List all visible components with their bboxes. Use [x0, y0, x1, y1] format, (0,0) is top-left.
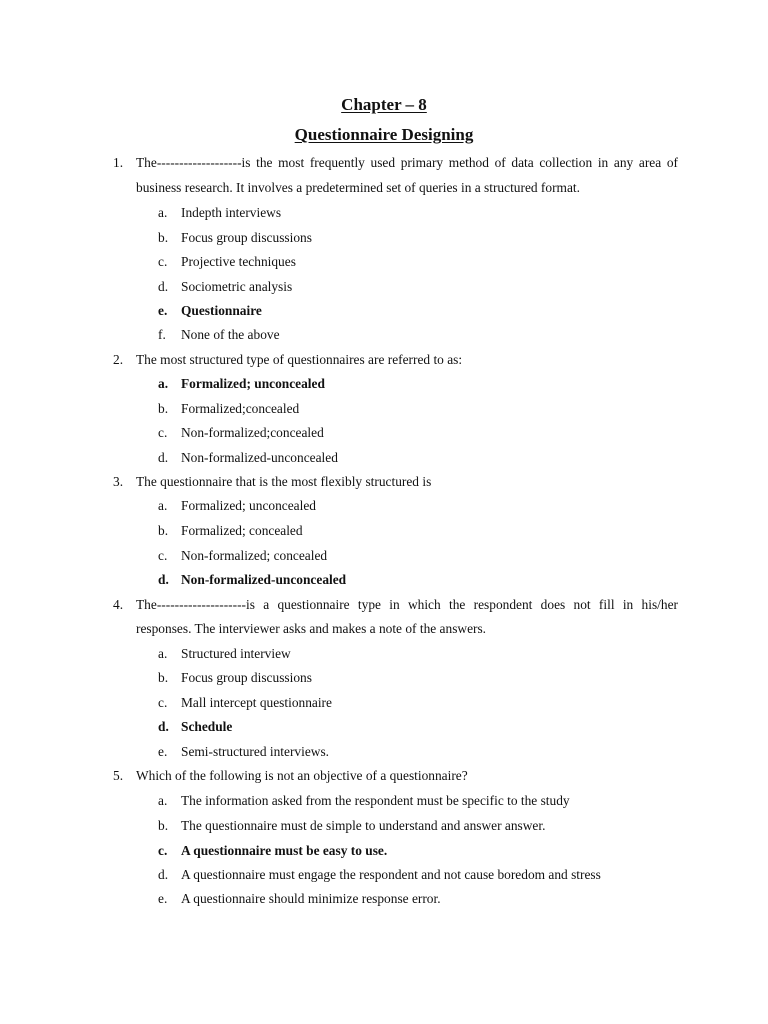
question-number: 4. [113, 597, 124, 612]
option-text: Non-formalized-unconcealed [181, 572, 347, 587]
option-label: b. [158, 523, 169, 538]
option-text: The information asked from the respondent must be specific to the study [181, 793, 570, 808]
option-label: d. [158, 450, 169, 465]
option-text: Sociometric analysis [181, 279, 293, 294]
option-text: Structured interview [181, 646, 291, 661]
option-text: A questionnaire should minimize response error. [181, 891, 441, 906]
option-label: d. [158, 279, 169, 294]
question-number: 1. [113, 155, 124, 170]
option-label: e. [158, 744, 168, 759]
option-label: c. [158, 254, 168, 269]
option-text: Semi-structured interviews. [181, 744, 330, 759]
option-text: Questionnaire [181, 303, 262, 318]
question-text: The-------------------is the most frequently used primary method of data collection in any area of [136, 155, 678, 170]
option-text: None of the above [181, 327, 280, 342]
option-label: c. [158, 425, 168, 440]
option-label: a. [158, 498, 168, 513]
option-label: f. [158, 327, 166, 342]
option-label: a. [158, 646, 168, 661]
option-label: a. [158, 376, 169, 391]
option-label: a. [158, 205, 168, 220]
section-title: Questionnaire Designing [294, 125, 474, 144]
option-text: Focus group discussions [181, 230, 312, 245]
option-label: b. [158, 401, 169, 416]
option-text: Schedule [181, 719, 233, 734]
option-label: b. [158, 670, 169, 685]
option-label: e. [158, 891, 168, 906]
option-text: Non-formalized; concealed [181, 548, 328, 563]
option-text: Mall intercept questionnaire [181, 695, 332, 710]
option-label: c. [158, 548, 168, 563]
option-text: Non-formalized-unconcealed [181, 450, 338, 465]
option-text: Focus group discussions [181, 670, 312, 685]
chapter-title: Chapter – 8 [341, 95, 427, 114]
question-text: business research. It involves a predetermined set of queries in a structured format. [136, 180, 580, 195]
option-text: Projective techniques [181, 254, 296, 269]
option-text: A questionnaire must be easy to use. [181, 843, 388, 858]
question-number: 2. [113, 352, 124, 367]
question-text: The questionnaire that is the most flexibly structured is [136, 474, 432, 489]
option-label: e. [158, 303, 168, 318]
option-text: Non-formalized;concealed [181, 425, 324, 440]
option-label: b. [158, 230, 169, 245]
option-text: The questionnaire must de simple to understand and answer answer. [181, 818, 546, 833]
question-text: responses. The interviewer asks and makes a note of the answers. [136, 621, 487, 636]
option-text: Formalized; concealed [181, 523, 303, 538]
option-text: Formalized; unconcealed [181, 376, 325, 391]
question-number: 3. [113, 474, 124, 489]
option-label: b. [158, 818, 169, 833]
option-label: c. [158, 695, 168, 710]
option-text: Formalized; unconcealed [181, 498, 316, 513]
option-text: Indepth interviews [181, 205, 282, 220]
option-text: A questionnaire must engage the respondent and not cause boredom and stress [181, 867, 601, 882]
option-label: d. [158, 719, 169, 734]
question-text: Which of the following is not an objective of a questionnaire? [136, 768, 468, 783]
question-number: 5. [113, 768, 124, 783]
option-text: Formalized;concealed [181, 401, 300, 416]
option-label: d. [158, 572, 169, 587]
option-label: d. [158, 867, 169, 882]
question-text: The--------------------is a questionnaire type in which the respondent does not fill in his/her [136, 597, 678, 612]
question-text: The most structured type of questionnaires are referred to as: [136, 352, 463, 367]
option-label: a. [158, 793, 168, 808]
option-label: c. [158, 843, 168, 858]
